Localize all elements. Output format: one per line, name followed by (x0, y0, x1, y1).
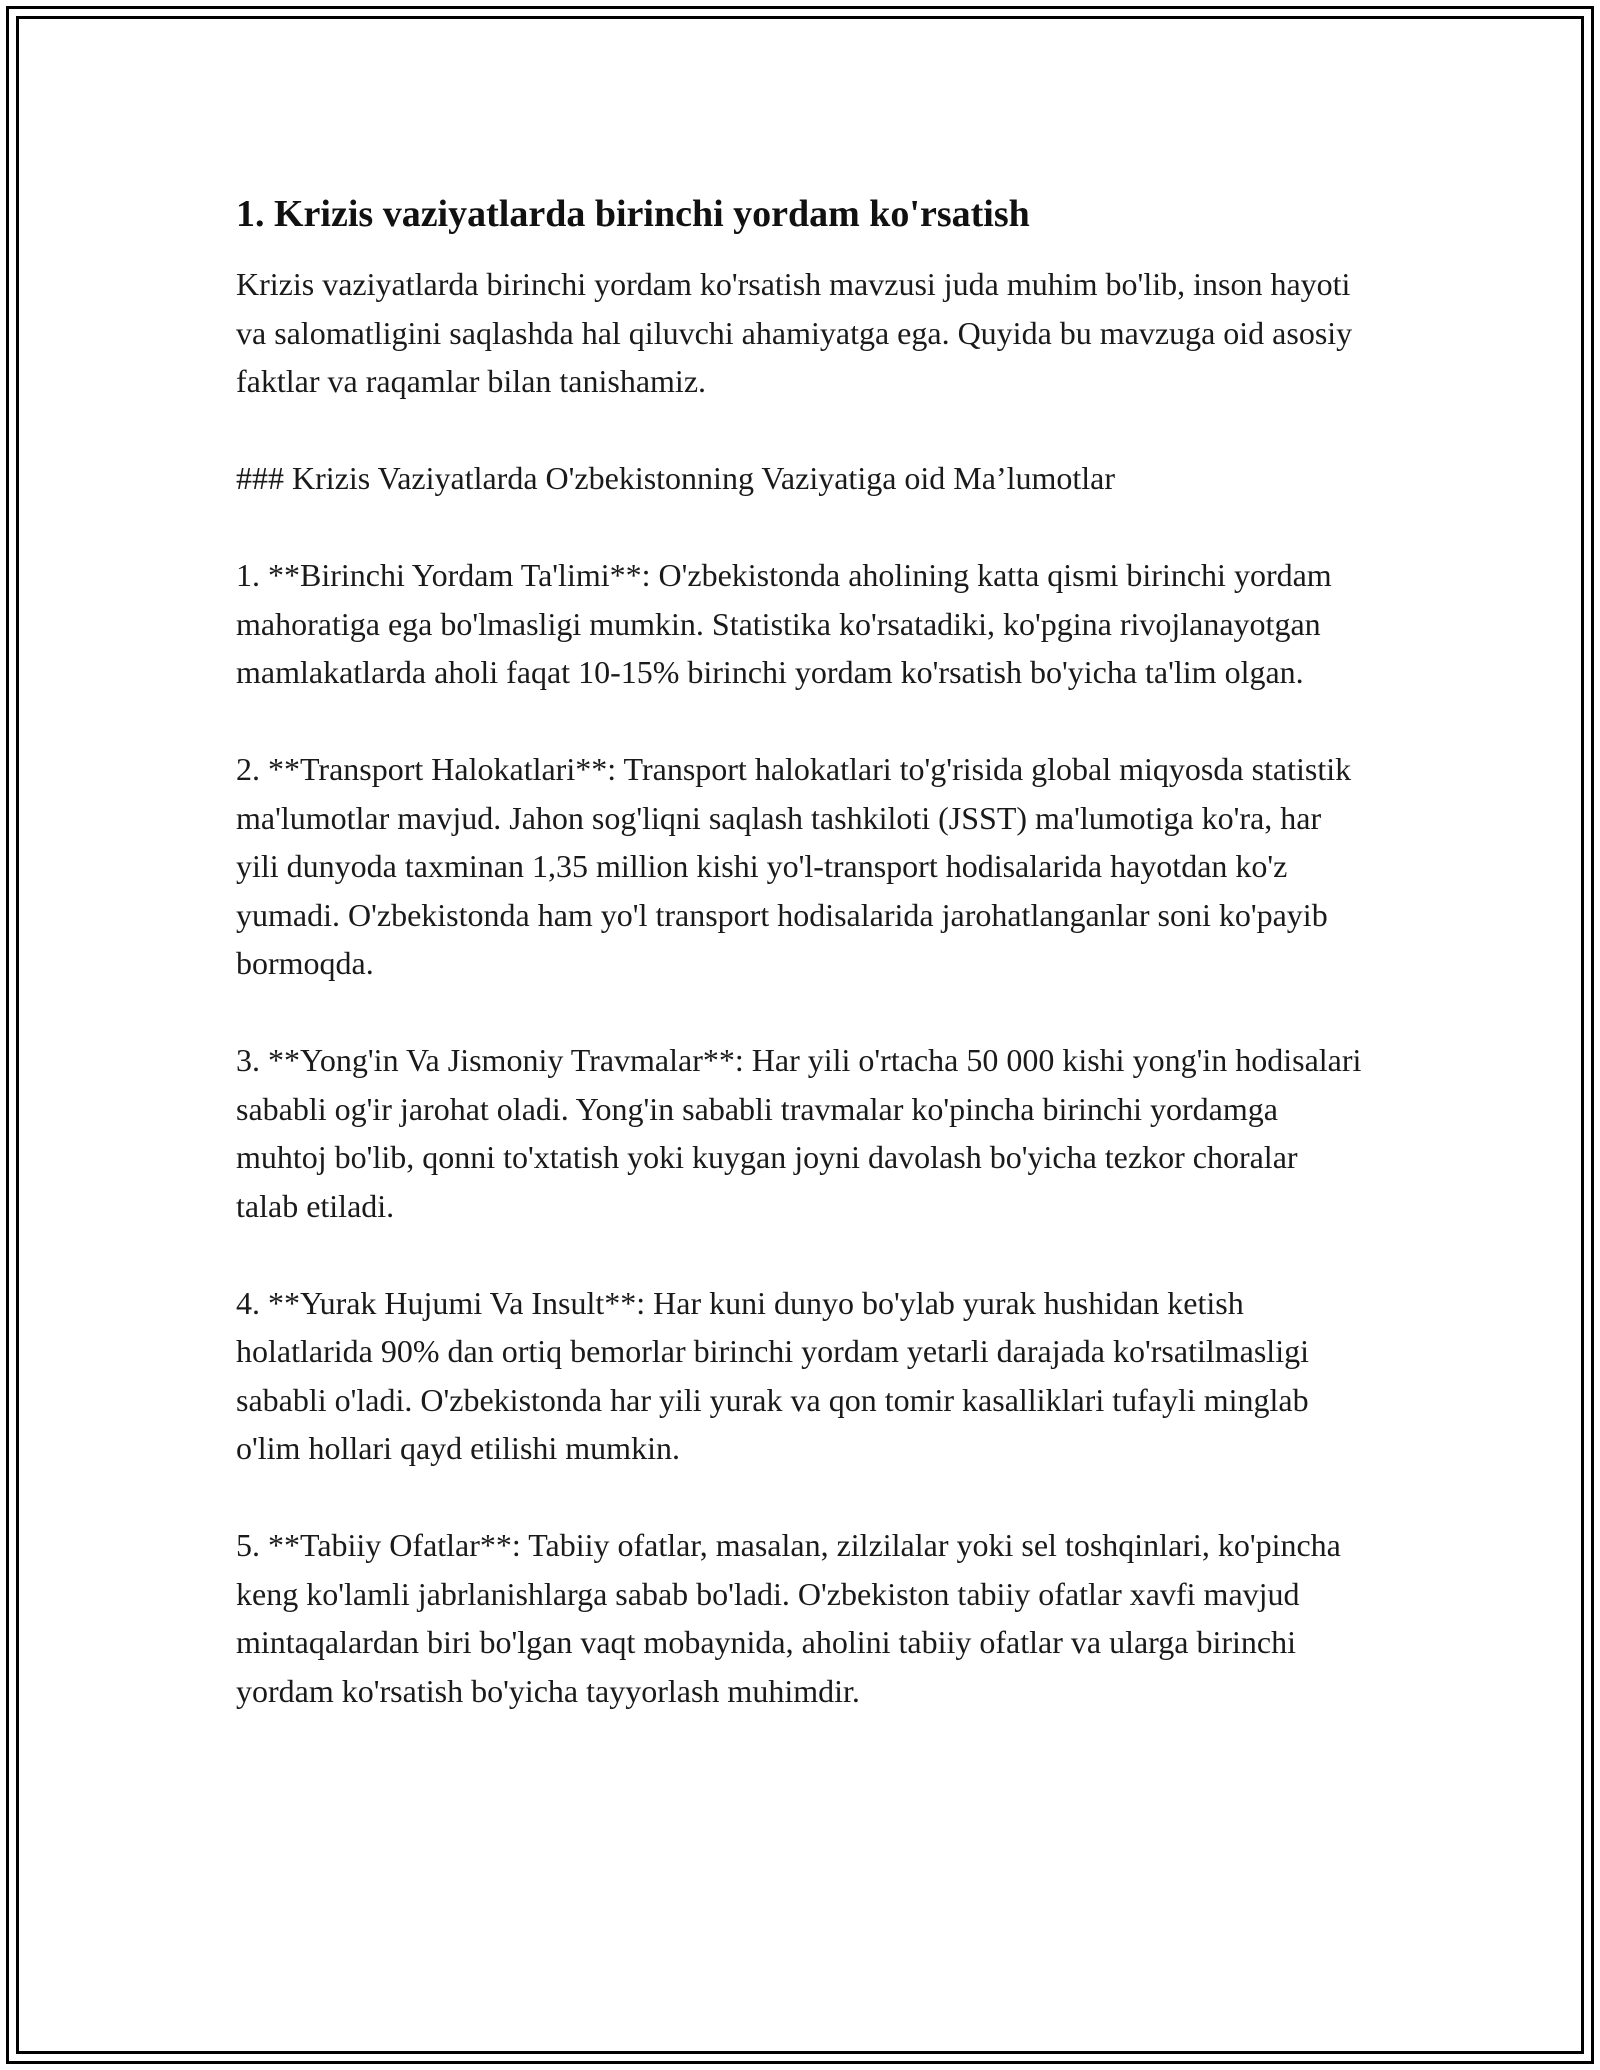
document-title: 1. Krizis vaziyatlarda birinchi yordam ko'rsatish (236, 193, 1030, 235)
intro-paragraph: Krizis vaziyatlarda birinchi yordam ko'rsatish mavzusi juda muhim bo'lib, inson hayoti va salomatligini saqlashda hal qiluvchi ahamiyatga ega. Quyida bu mavzuga oid asosiy faktlar va raqamlar bilan tanishamiz. (236, 266, 1353, 399)
list-item-transport-accidents: 2. **Transport Halokatlari**: Transport halokatlari to'g'risida global miqyosda statistik ma'lumotlar mavjud. Jahon sog'liqni saqlash tashkiloti (JSST) ma'lumotiga ko'ra, har yili dunyoda taxminan 1,35 million kishi yo'l-transport hodisalarida hayotdan ko'z yumadi. O'zbekistonda ham yo'l transport hodisalarida jarohatlanganlar soni ko'payib bormoqda. (236, 751, 1352, 981)
document-body (236, 188, 1364, 1764)
list-item-heart-attack-stroke: 4. **Yurak Hujumi Va Insult**: Har kuni dunyo bo'ylab yurak hushidan ketish holatlarida 90% dan ortiq bemorlar birinchi yordam yetarli darajada ko'rsatilmasligi sababli o'ladi. O'zbekistonda har yili yurak va qon tomir kasalliklari tufayli minglab o'lim hollari qayd etilishi mumkin. (236, 1284, 1309, 1466)
section-heading-paragraph: ### Krizis Vaziyatlarda O'zbekistonning Vaziyatiga oid Ma’lumotlar (236, 460, 1116, 496)
list-item-first-aid-training: 1. **Birinchi Yordam Ta'limi**: O'zbekistonda aholining katta qismi birinchi yordam mahoratiga ega bo'lmasligi mumkin. Statistika ko'rsatadiki, ko'pgina rivojlanayotgan mamlakatlarda aholi faqat 10-15% birinchi yordam ko'rsatish bo'yicha ta'lim olgan. (236, 557, 1332, 690)
list-item-natural-disasters: 5. **Tabiiy Ofatlar**: Tabiiy ofatlar, masalan, zilzilalar yoki sel toshqinlari, ko'pincha keng ko'lamli jabrlanishlarga sabab bo'ladi. O'zbekiston tabiiy ofatlar xavfi mavjud mintaqalardan biri bo'lgan vaqt mobaynida, aholini tabiiy ofatlar va ularga birinchi yordam ko'rsatish bo'yicha tayyorlash muhimdir. (236, 1527, 1341, 1709)
list-item-fire-injuries: 3. **Yong'in Va Jismoniy Travmalar**: Har yili o'rtacha 50 000 kishi yong'in hodisalari sababli og'ir jarohat oladi. Yong'in sababli travmalar ko'pincha birinchi yordamga muhtoj bo'lib, qonni to'xtatish yoki kuygan joyni davolash bo'yicha tezkor choralar talab etiladi. (236, 1042, 1362, 1224)
